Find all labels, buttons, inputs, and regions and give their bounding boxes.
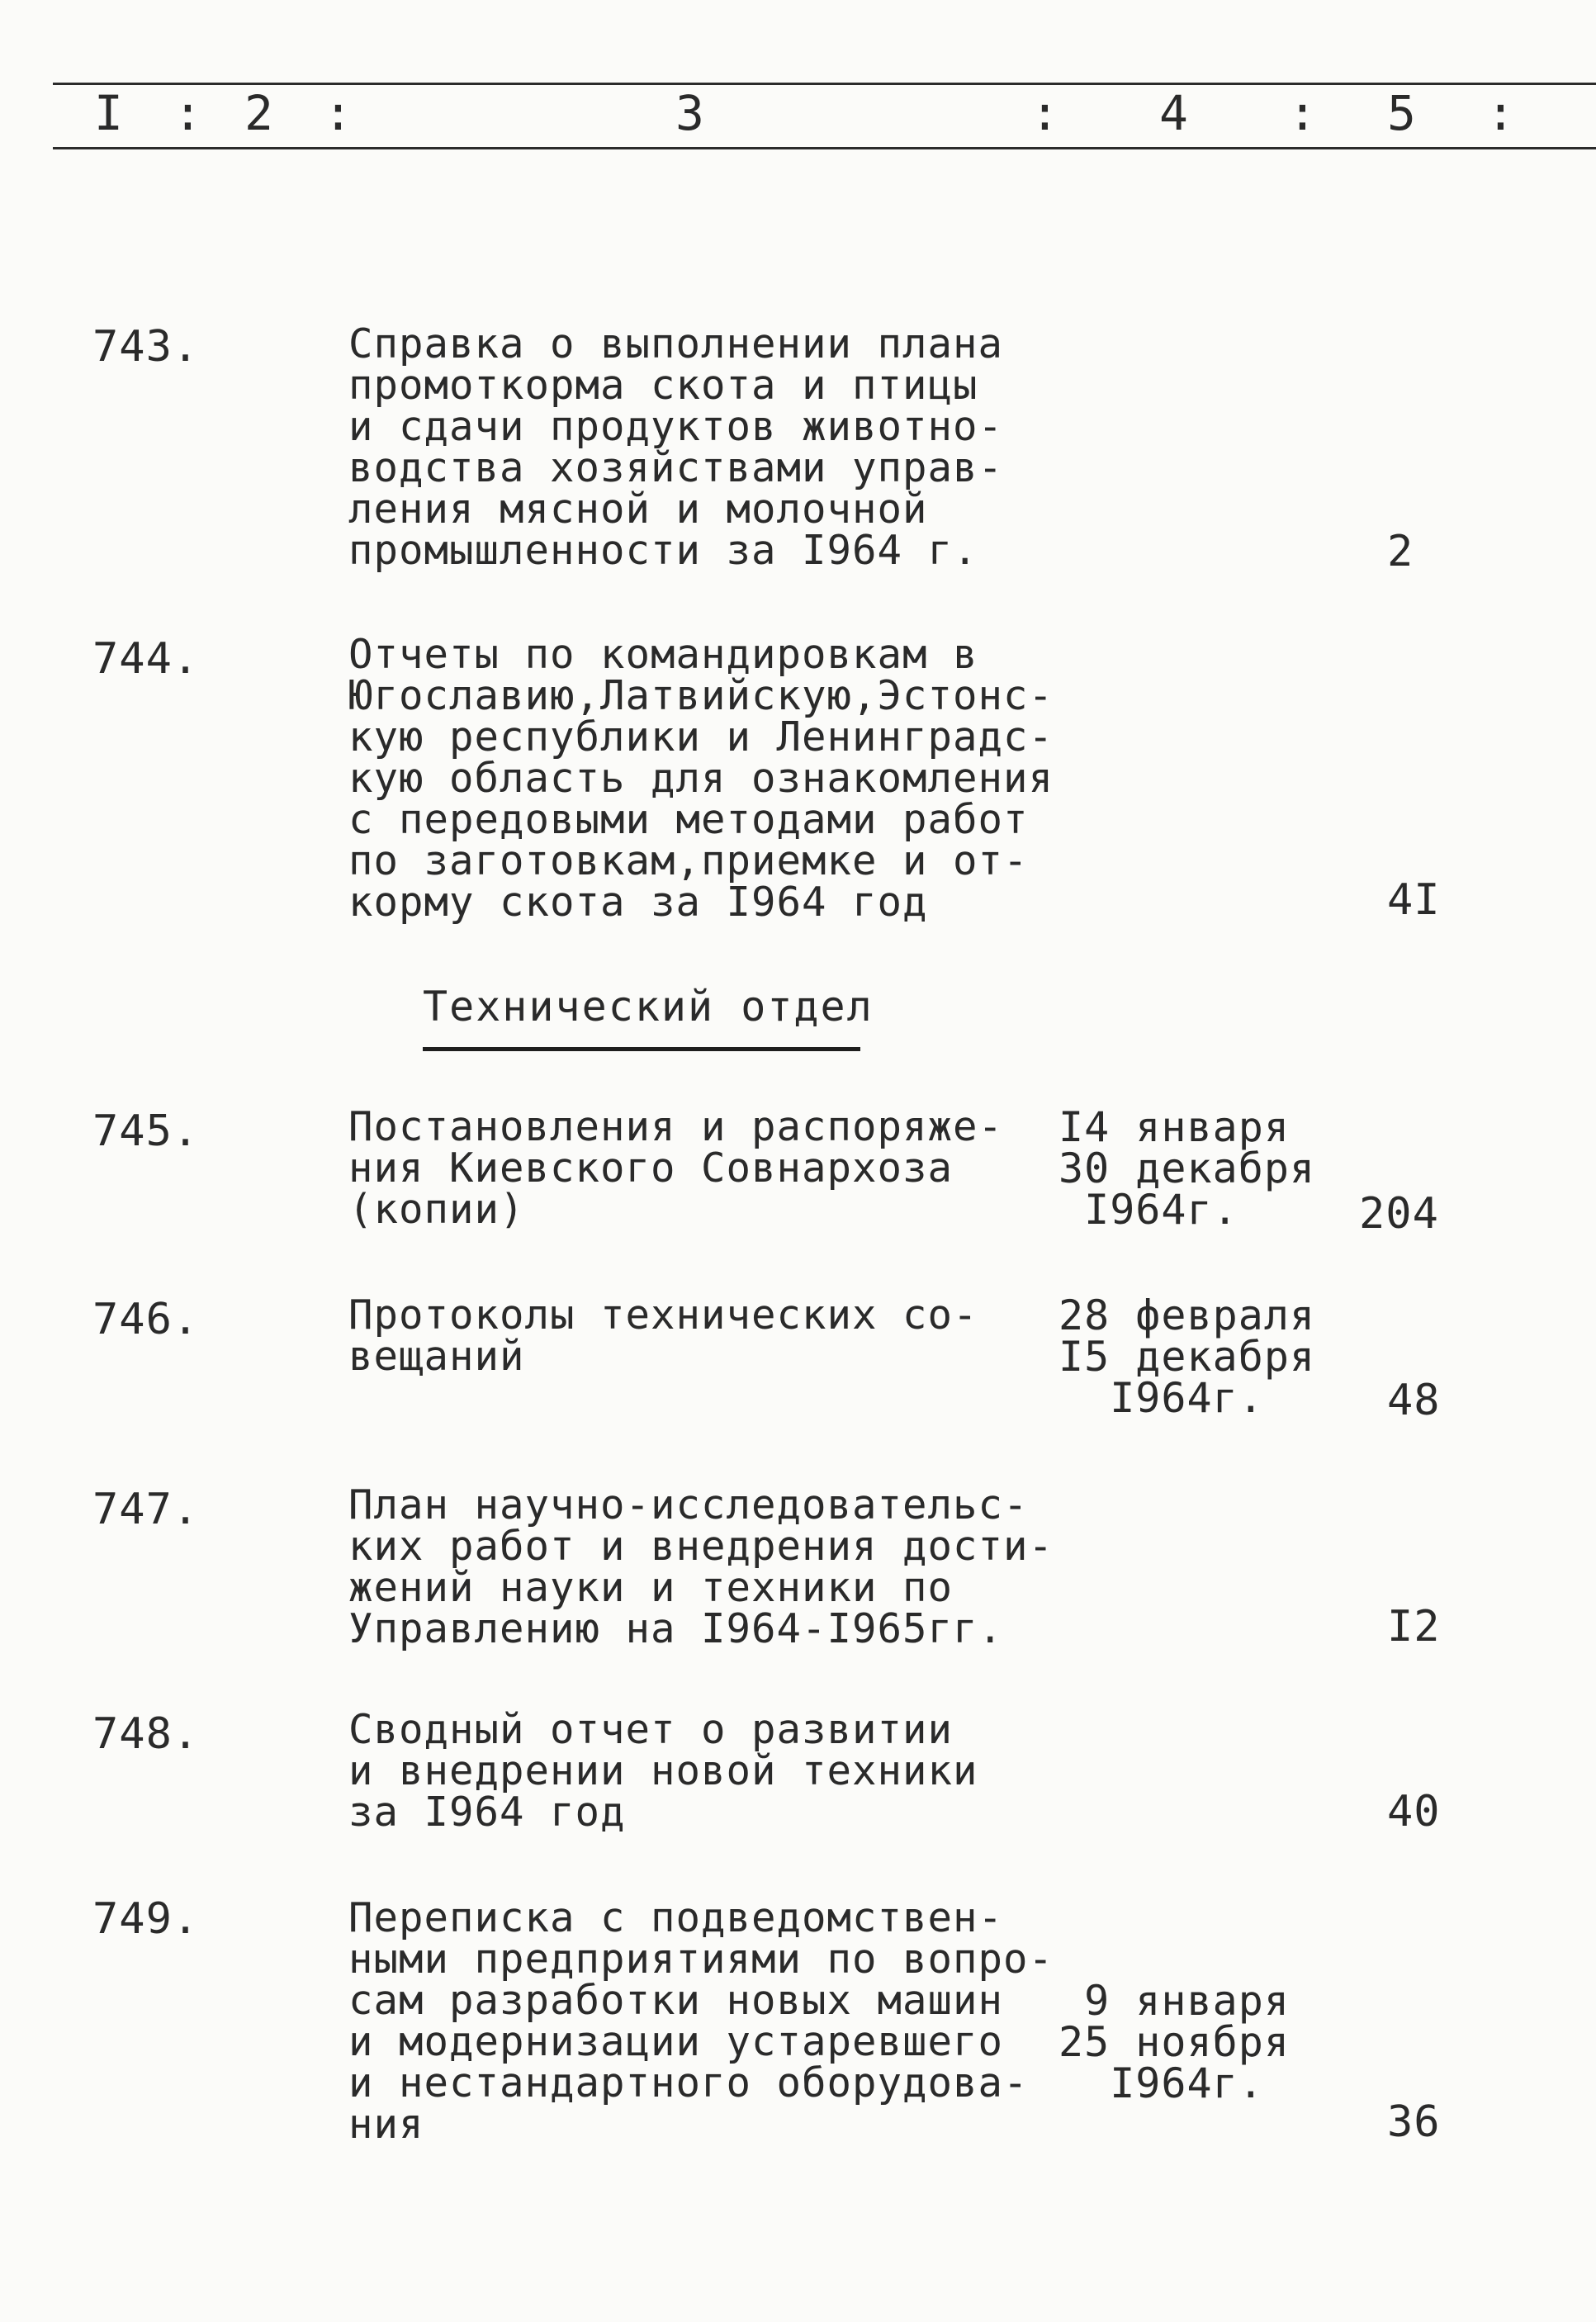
description-line: (копии) xyxy=(348,1186,525,1233)
header-separator: : xyxy=(173,85,202,141)
header-col-3: 3 xyxy=(675,85,704,141)
sheet-count: 2 xyxy=(1387,527,1414,576)
entry-number: 749. xyxy=(92,1894,200,1944)
sheet-count: 48 xyxy=(1387,1376,1441,1425)
description-line: ными предприятиями по вопро- xyxy=(348,1936,1054,1983)
sheet-count: 204 xyxy=(1359,1189,1439,1239)
description-line: за I964 год xyxy=(348,1789,626,1836)
date-line: I964г. xyxy=(1058,1374,1264,1422)
description-line: ния xyxy=(348,2101,424,2148)
description-line: водства хозяйствами управ- xyxy=(348,444,1004,491)
date-line: 25 ноября xyxy=(1058,2018,1290,2066)
description-line: по заготовкам,приемке и от- xyxy=(348,837,1029,884)
sheet-count: I2 xyxy=(1387,1602,1441,1651)
description-line: и модернизации устаревшего xyxy=(348,2018,1004,2065)
sheet-count: 4I xyxy=(1387,875,1441,925)
date-line: 9 января xyxy=(1058,1977,1290,2025)
header-col-2: 2 xyxy=(244,85,273,141)
description-line: кую область для ознакомления xyxy=(348,755,1054,802)
description-line: ких работ и внедрения дости- xyxy=(348,1523,1054,1570)
description-line: и внедрении новой техники xyxy=(348,1747,978,1794)
description-line: Югославию,Латвийскую,Эстонс- xyxy=(348,672,1054,719)
description-line: с передовыми методами работ xyxy=(348,796,1029,843)
description-line: и нестандартного оборудова- xyxy=(348,2059,1029,2106)
header-separator: : xyxy=(1030,85,1059,141)
entry-description xyxy=(348,320,1092,574)
description-line: сам разработки новых машин xyxy=(348,1977,1004,2024)
date-line: I964г. xyxy=(1058,1186,1238,1234)
entry-number: 743. xyxy=(92,322,200,372)
description-line: ния Киевского Совнархоза xyxy=(348,1144,954,1192)
header-bottom-rule xyxy=(53,147,1596,149)
entry-dates xyxy=(1058,1977,1290,2107)
entry-number: 746. xyxy=(92,1295,200,1344)
entry-number: 745. xyxy=(92,1107,200,1156)
description-line: Сводный отчет о развитии xyxy=(348,1706,954,1753)
header-col-5: 5 xyxy=(1387,85,1416,141)
sheet-count: 40 xyxy=(1387,1787,1441,1836)
header-col-4: 4 xyxy=(1159,85,1188,141)
entry-description xyxy=(348,1481,1092,1652)
description-line: и сдачи продуктов животно- xyxy=(348,403,1004,450)
header-separator: : xyxy=(324,85,353,141)
description-line: промышленности за I964 г. xyxy=(348,527,978,574)
description-line: Переписка с подведомствен- xyxy=(348,1894,1004,1941)
description-line: ления мясной и молочной xyxy=(348,486,928,533)
description-line: вещаний xyxy=(348,1333,525,1380)
entry-description xyxy=(348,1103,1092,1233)
header-separator: : xyxy=(1288,85,1317,141)
section-title: Технический отдел xyxy=(423,983,874,1031)
entry-dates xyxy=(1058,1291,1316,1422)
entry-description xyxy=(348,1706,1092,1836)
sheet-count: 36 xyxy=(1387,2097,1441,2147)
date-line: 30 декабря xyxy=(1058,1144,1316,1192)
entry-dates xyxy=(1058,1103,1316,1234)
entry-description xyxy=(348,1894,1092,2148)
date-line: I4 января xyxy=(1058,1103,1290,1151)
section-underline xyxy=(423,1047,860,1051)
entry-description xyxy=(348,1291,1092,1380)
entry-number: 748. xyxy=(92,1709,200,1759)
description-line: Управлению на I964-I965гг. xyxy=(348,1605,1004,1652)
header-col-1: I xyxy=(94,85,123,141)
description-line: Отчеты по командировкам в xyxy=(348,631,978,678)
description-line: корму скота за I964 год xyxy=(348,879,928,926)
entry-number: 747. xyxy=(92,1485,200,1534)
date-line: I964г. xyxy=(1058,2059,1264,2107)
description-line: Протоколы технических со- xyxy=(348,1291,978,1339)
description-line: промоткорма скота и птицы xyxy=(348,362,978,409)
description-line: Постановления и распоряже- xyxy=(348,1103,1004,1150)
date-line: I5 декабря xyxy=(1058,1333,1316,1381)
entry-number: 744. xyxy=(92,634,200,684)
header-top-rule xyxy=(53,83,1596,85)
description-line: кую республики и Ленинградс- xyxy=(348,713,1054,761)
description-line: Справка о выполнении плана xyxy=(348,320,1004,367)
header-separator: : xyxy=(1486,85,1515,141)
description-line: жений науки и техники по xyxy=(348,1564,954,1611)
description-line: План научно-исследовательс- xyxy=(348,1481,1029,1528)
entry-description xyxy=(348,631,1092,926)
date-line: 28 февраля xyxy=(1058,1291,1316,1339)
